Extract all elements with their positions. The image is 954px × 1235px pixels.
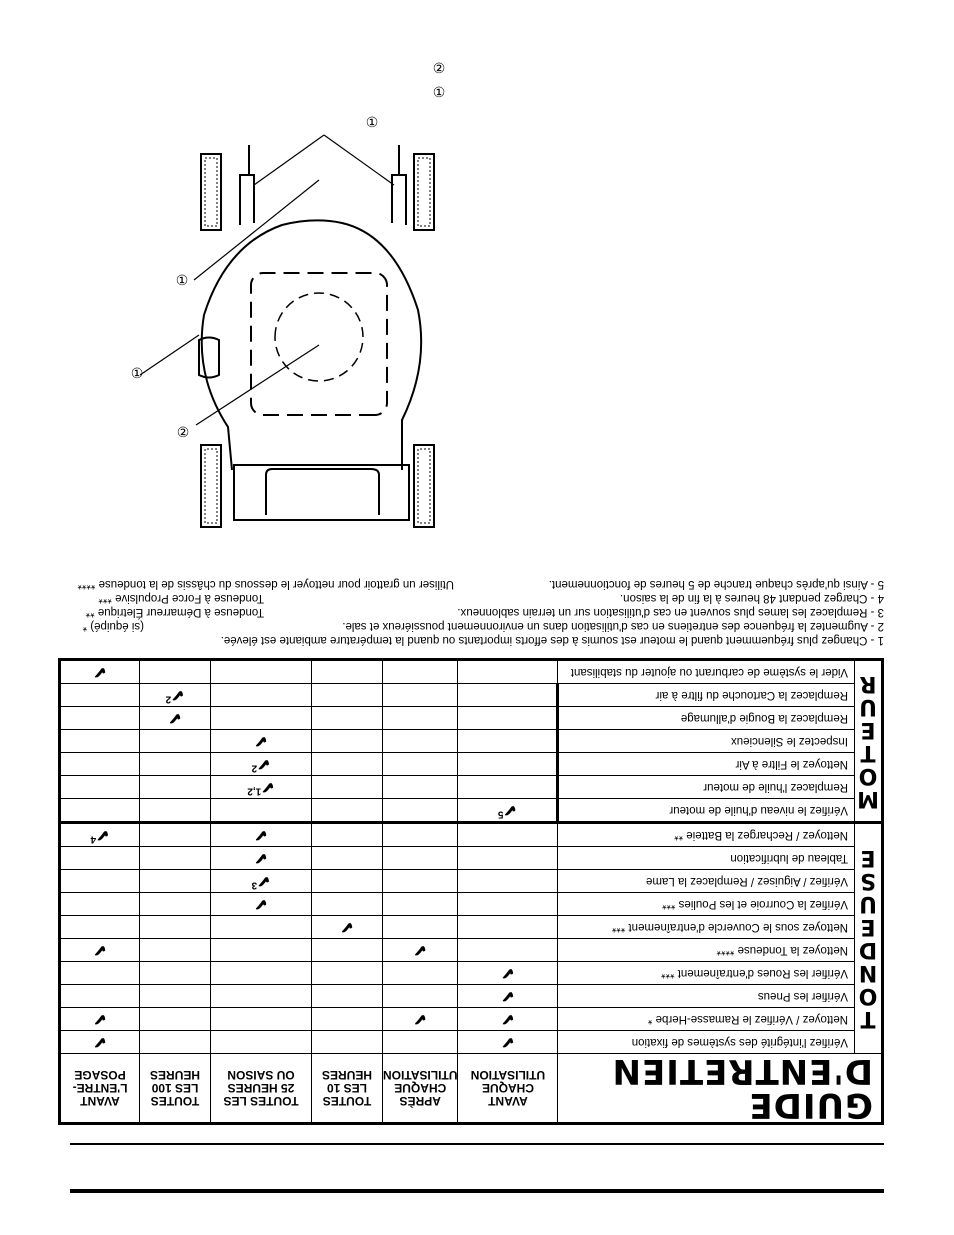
- check-mark: ✔: [458, 985, 558, 1008]
- task-cartouche: Remplacez la Cartouche du filtre à air: [558, 684, 855, 707]
- note-4: 4 - Chargez pendant 48 heures à la fin de la saison. Tondeuse à Force Propulsive ***: [98, 592, 884, 604]
- check-mark: ✔: [60, 1031, 140, 1054]
- callout-2-a: ②: [176, 424, 190, 440]
- check-mark-note-4: ✔$^4$: [60, 823, 140, 847]
- guide-title: GUIDE D'ENTRETIEN: [558, 1054, 883, 1124]
- check-mark-note-2: ✔$^2$: [211, 753, 312, 776]
- callout-1-b: ①: [175, 272, 189, 288]
- check-mark: ✔: [60, 660, 140, 684]
- wheel-rear-left: [414, 154, 434, 230]
- task-lame: Vérifiez / Aiguisez / Remplacez la Lame: [558, 870, 855, 893]
- task-fixation: Vérifiez l'intégrité des systèmes de fixation: [558, 1031, 855, 1054]
- callout-2-legend: ②: [432, 60, 446, 76]
- check-mark-note-3: ✔$^3$: [211, 870, 312, 893]
- wheel-rear-right: [201, 154, 221, 230]
- wheel-front-right: [201, 445, 221, 527]
- col-25-heures: TOUTES LES 25 HEURES OU SAISON: [211, 1054, 312, 1124]
- check-mark: ✔: [211, 893, 312, 916]
- check-mark: ✔: [211, 847, 312, 870]
- air-filter-outline: [275, 293, 363, 381]
- task-filtre-air: Nettoyez le Filtre à Air: [558, 753, 855, 776]
- check-mark: ✔: [60, 939, 140, 962]
- task-roues: Vérifier les Roues d'entraînement ***: [558, 962, 855, 985]
- task-silencieux: Inspectez le Silencieux: [558, 730, 855, 753]
- engine-outline: [251, 273, 387, 415]
- task-couvercle: Nettoyez sous le Couvercle d'entraînement ***: [558, 916, 855, 939]
- col-avant-entreposage: AVANT L'ENTRE- POSAGE: [60, 1054, 140, 1124]
- col-avant-chaque: AVANT CHAQUE UTILISATION: [458, 1054, 558, 1124]
- note-5: 5 - Ainsi qu'après chaque tranche de 5 heures de fonctionnement. Utiliser un grattoir pour nettoyer le dessous du châssis de la tondeuse ****: [77, 578, 884, 590]
- task-pneus: Vérifier les Pneus: [558, 985, 855, 1008]
- section-label-moteur: M O T E U R: [855, 660, 883, 823]
- check-mark: ✔: [211, 823, 312, 847]
- check-mark: ✔: [383, 1008, 458, 1031]
- task-bougie: Remplacez la Bougie d'allumage: [558, 707, 855, 730]
- check-mark: ✔: [312, 916, 383, 939]
- task-courroie: Vérifiez la Courroie et les Poulies ***: [558, 893, 855, 916]
- check-mark: ✔: [458, 1031, 558, 1054]
- task-carburant: Vider le système de carburant ou ajouter du stabilisant: [558, 660, 855, 684]
- check-mark: ✔: [211, 730, 312, 753]
- note-1: 1 - Changez plus fréquemment quand le moteur est soumis à des efforts importants ou quand la température ambiante est élevée.: [220, 634, 884, 646]
- col-10-heures: TOUTES LES 10 HEURES: [312, 1054, 383, 1124]
- task-niveau-huile: Vérifiez le niveau d'huile de moteur: [558, 799, 855, 823]
- callout-1-a: ①: [365, 114, 379, 130]
- check-mark: ✔: [458, 1008, 558, 1031]
- check-mark-note-2: ✔$^2$: [140, 684, 211, 707]
- wheel-front-left: [414, 445, 434, 527]
- section-label-tondeuse: T O N D E U S E: [855, 823, 883, 1054]
- check-mark: ✔: [383, 939, 458, 962]
- task-nettoyez-tondeuse: Nettoyez la Tondeuse ****: [558, 939, 855, 962]
- col-100-heures: TOUTES LES 100 HEURES: [140, 1054, 211, 1124]
- note-3: 3 - Remplacez les lames plus souvent en cas d'utilisation sur un terrain sablonneux. Tondeuse à Démarreur Életrique **: [85, 606, 884, 618]
- check-mark: ✔: [458, 962, 558, 985]
- check-mark-note-1-2: ✔$^{1,2}$: [211, 776, 312, 799]
- task-lubrification: Tableau de lubrification: [558, 847, 855, 870]
- callout-1-c: ①: [130, 365, 144, 381]
- check-mark: ✔: [60, 1008, 140, 1031]
- check-mark-note-5: ✔$^5$: [458, 799, 558, 823]
- col-apres-chaque: APRÈS CHAQUE UTILISATION: [383, 1054, 458, 1124]
- task-batterie: Nettoyez / Rechargez la Batteie **: [558, 823, 855, 847]
- note-2: 2 - Augmentez la fréquence des entretiens en cas d'utilisation dans un environnement poussiéreux et sale. (si équipé) *: [82, 620, 884, 632]
- task-ramasse-herbe: Nettoyez / Vérifiez le Ramasse-Herbe *: [558, 1008, 855, 1031]
- task-huile-moteur: Remplacez l'huile de moteur: [558, 776, 855, 799]
- callout-1-legend: ①: [432, 84, 446, 100]
- check-mark: ✔: [140, 707, 211, 730]
